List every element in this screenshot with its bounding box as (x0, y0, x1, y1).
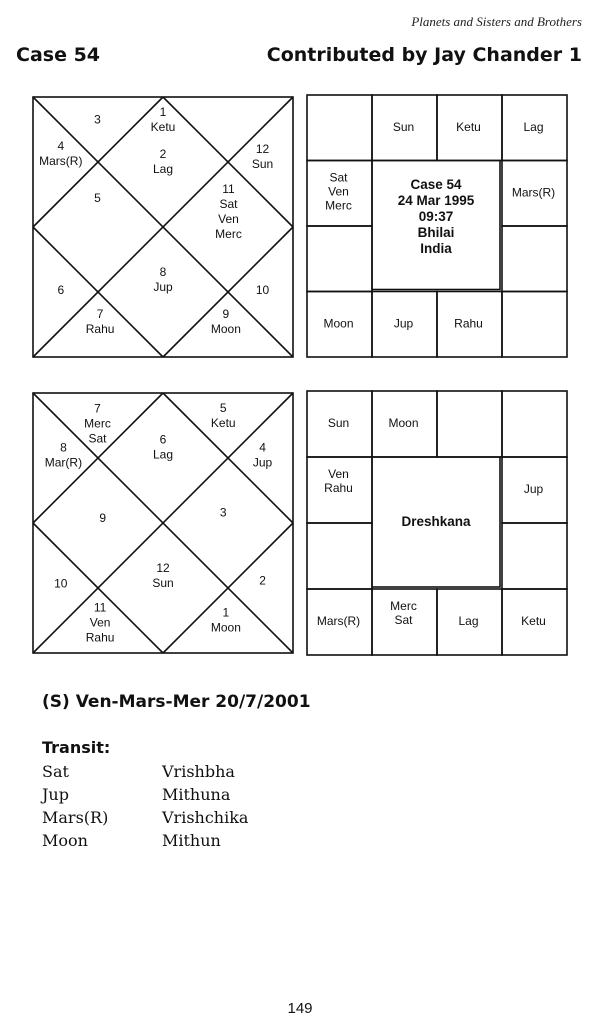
transit-planet: Moon (42, 831, 88, 850)
dreshkana-south-chart (306, 390, 566, 654)
house-11-text: 11 (93, 600, 107, 615)
case-label: Case 54 (16, 44, 101, 66)
transit-planet: Sat (42, 762, 69, 781)
house-6-text: 6 (159, 432, 167, 447)
center-text: Dreshkana (401, 514, 471, 529)
house-5-text-line1: Ketu (210, 416, 236, 431)
house-1-text: 1 (222, 605, 230, 620)
transit-sign: Mithuna (162, 785, 231, 804)
house-11-text-line1: Ven (89, 615, 111, 630)
transit-planet: Jup (42, 785, 69, 804)
house-2-text: 2 (159, 147, 167, 161)
cell-sagittarius-text: Moon (323, 316, 354, 331)
cell-leo (502, 523, 567, 589)
house-7-text-line1: Merc (84, 416, 111, 431)
transit-sign: Mithun (162, 831, 221, 850)
house-9-text: 9 (222, 306, 230, 321)
house-10-text: 10 (255, 282, 270, 297)
cell-gemini (502, 391, 567, 457)
house-5-text: 5 (219, 401, 227, 416)
house-1-text-line1: Moon (210, 620, 241, 635)
center-text: Case 54 (410, 177, 462, 192)
house-1-text-line1: Ketu (150, 120, 176, 135)
transit-planet: Mars(R) (42, 808, 109, 827)
page-number: 149 (287, 1000, 313, 1017)
house-4-text-line1: Jup (252, 455, 273, 470)
transit-sign: Vrishchika (162, 808, 249, 827)
house-12-text: 12 (156, 560, 170, 575)
cell-gemini-text: Lag (523, 119, 544, 134)
house-2-text-line1: Lag (152, 162, 174, 176)
cell-scorpio-text: Jup (393, 316, 414, 331)
house-8-text: 8 (159, 264, 167, 279)
house-8-text-line1: Mar(R) (44, 455, 83, 470)
rasi-north-chart (32, 96, 294, 358)
house-8-text: 8 (60, 440, 67, 455)
house-3-text: 3 (94, 112, 101, 127)
cell-libra-text: Lag (458, 614, 479, 628)
house-9-text-line1: Moon (210, 321, 241, 336)
center-text-line3: Bhilai (417, 225, 455, 240)
cell-aries-text: Sun (392, 119, 415, 134)
house-7-text-line1: Rahu (85, 321, 115, 336)
cell-virgo-text: Ketu (521, 614, 546, 628)
cell-aquarius-text-line1: Ven (328, 184, 349, 199)
cell-capricorn (307, 226, 372, 292)
house-4-text: 4 (259, 440, 266, 455)
house-6-text-line1: Lag (152, 447, 174, 462)
house-4-text: 4 (57, 139, 65, 154)
rasi-south-chart (306, 94, 566, 356)
house-10-text: 10 (54, 576, 68, 591)
house-7-text-line2: Sat (88, 431, 107, 446)
house-1-text: 1 (159, 105, 167, 120)
dasa-period-line: (S) Ven-Mars-Mer 20/7/2001 (42, 692, 311, 712)
cell-cancer-text: Mars(R) (511, 185, 556, 200)
contributor-line: Contributed by Jay Chander 1 (266, 44, 582, 66)
cell-aquarius-text: Sat (329, 170, 348, 185)
house-8-text-line1: Jup (153, 279, 173, 294)
center-text-line1: 24 Mar 1995 (397, 193, 475, 208)
cell-aries-text: Moon (388, 416, 419, 430)
house-11-text-line3: Merc (215, 226, 242, 241)
house-7-text: 7 (96, 306, 104, 321)
house-3-text: 3 (219, 505, 227, 520)
cell-aquarius-text: Ven (328, 467, 349, 481)
transit-sign: Vrishbha (162, 762, 235, 781)
house-7-text: 7 (94, 401, 101, 416)
cell-libra-text: Rahu (454, 316, 483, 331)
center-text-line2: 09:37 (418, 209, 454, 224)
house-11-text-line2: Rahu (85, 630, 115, 645)
house-4-text-line1: Mars(R) (39, 154, 83, 169)
cell-leo (502, 226, 567, 292)
house-11-text-line2: Ven (218, 211, 239, 226)
cell-capricorn (307, 523, 372, 589)
dreshkana-north-chart (32, 392, 294, 654)
cell-cancer-text: Jup (523, 482, 544, 496)
house-12-text: 12 (255, 141, 270, 156)
cell-pisces-text: Sun (327, 416, 350, 430)
house-12-text-line1: Sun (251, 156, 274, 171)
cell-aquarius-text-line2: Merc (325, 198, 352, 213)
house-9-text: 9 (99, 510, 107, 525)
house-6-text: 6 (57, 282, 65, 297)
house-12-text-line1: Sun (152, 575, 174, 590)
running-head: Planets and Sisters and Brothers (411, 14, 582, 29)
cell-aquarius-text-line1: Rahu (324, 481, 353, 495)
house-11-text-line1: Sat (219, 196, 238, 211)
cell-scorpio-text-line1: Sat (394, 613, 413, 627)
transit-title: Transit: (42, 738, 111, 757)
cell-pisces (307, 95, 372, 161)
cell-virgo (502, 292, 567, 358)
house-11-text: 11 (222, 181, 235, 196)
cell-sagittarius-text: Mars(R) (316, 614, 361, 628)
center-text-line4: India (420, 241, 452, 256)
cell-scorpio-text: Merc (390, 599, 417, 613)
cell-taurus (437, 391, 502, 457)
house-2-text: 2 (259, 573, 266, 588)
house-5-text: 5 (94, 191, 101, 206)
cell-taurus-text: Ketu (456, 119, 481, 134)
